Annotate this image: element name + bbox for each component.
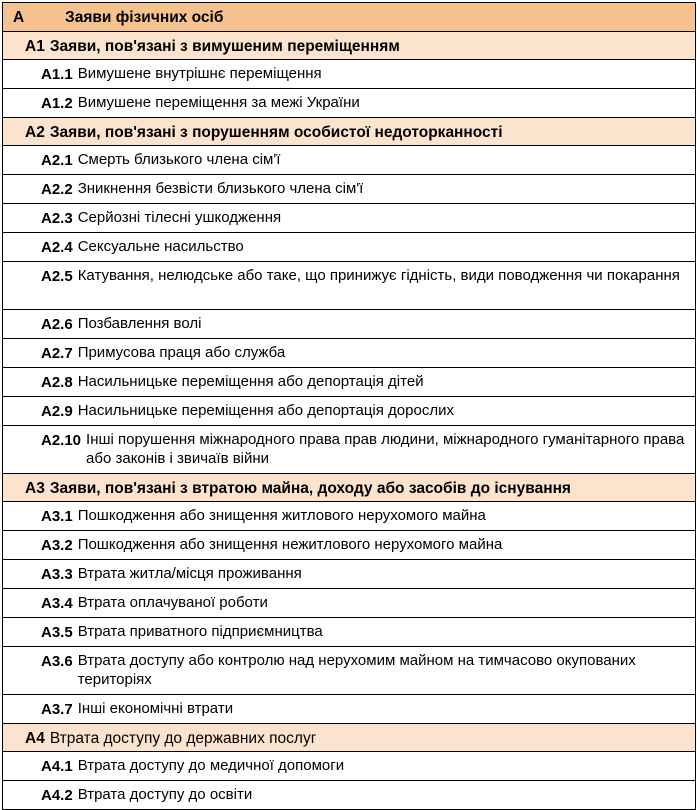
group-title: Заяви, пов'язані з вимушеним переміщенням <box>49 38 400 55</box>
item-title: Зникнення безвісти близького члена сім'ї <box>77 180 364 197</box>
item-title: Втрата оплачуваної роботи <box>77 594 268 611</box>
item-row <box>3 397 695 426</box>
group-code: A3 <box>25 480 45 497</box>
item-title: Серйозні тілесні ушкодження <box>77 209 282 226</box>
group-header-a2 <box>3 118 695 146</box>
item-row <box>3 531 695 560</box>
item-code: A2.2 <box>41 181 73 198</box>
item-row <box>3 618 695 647</box>
item-row <box>3 426 695 474</box>
item-row <box>3 502 695 531</box>
group-header-a3 <box>3 474 695 502</box>
item-code: A3.1 <box>41 508 73 525</box>
item-title: Сексуальне насильство <box>77 238 244 255</box>
item-row <box>3 310 695 339</box>
item-row <box>3 262 695 310</box>
item-title: Позбавлення волі <box>77 315 202 332</box>
item-row <box>3 233 695 262</box>
item-title: Насильницьке переміщення або депортація дітей <box>77 373 424 390</box>
item-code: A2.8 <box>41 374 73 391</box>
item-row <box>3 752 695 781</box>
item-code: A2.3 <box>41 210 73 227</box>
item-title: Смерть близького члена сім'ї <box>77 151 281 168</box>
item-row <box>3 175 695 204</box>
item-title: Втрата доступу або контролю над нерухомим майном на тимчасово окупованих територіях <box>77 652 636 688</box>
item-title: Пошкодження або знищення житлового нерухомого майна <box>77 507 486 524</box>
item-row <box>3 60 695 89</box>
item-row <box>3 146 695 175</box>
item-code: A3.4 <box>41 595 73 612</box>
item-code: A3.6 <box>41 653 73 670</box>
item-title: Вимушене переміщення за межі України <box>77 94 360 111</box>
item-title: Насильницьке переміщення або депортація дорослих <box>77 402 454 419</box>
item-code: A3.3 <box>41 566 73 583</box>
item-code: A2.4 <box>41 239 73 256</box>
section-code: A <box>13 9 25 26</box>
item-row <box>3 589 695 618</box>
item-row <box>3 204 695 233</box>
item-code: A2.5 <box>41 268 73 285</box>
item-row <box>3 368 695 397</box>
item-row <box>3 781 695 810</box>
item-code: A2.10 <box>41 432 82 449</box>
item-row <box>3 89 695 118</box>
item-title: Втрата житла/місця проживання <box>77 565 302 582</box>
group-code: A2 <box>25 124 45 141</box>
item-title: Втрата доступу до медичної допомоги <box>77 757 345 774</box>
item-title: Втрата приватного підприємництва <box>77 623 323 640</box>
group-code: A1 <box>25 38 45 55</box>
group-code: A4 <box>25 730 45 747</box>
item-code: A2.6 <box>41 316 73 333</box>
item-title: Примусова праця або служба <box>77 344 286 361</box>
section-title: Заяви фізичних осіб <box>65 9 224 26</box>
item-code: A1.2 <box>41 95 73 112</box>
group-header-a1 <box>3 32 695 60</box>
item-code: A2.1 <box>41 152 73 169</box>
item-title: Втрата доступу до освіти <box>77 786 253 803</box>
group-title: Втрата доступу до державних послуг <box>49 730 317 747</box>
item-code: A1.1 <box>41 66 73 83</box>
group-title: Заяви, пов'язані з втратою майна, доходу або засобів до існування <box>49 480 571 497</box>
item-code: A3.5 <box>41 624 73 641</box>
item-code: A2.7 <box>41 345 73 362</box>
item-row <box>3 695 695 724</box>
group-header-a4 <box>3 724 695 752</box>
item-title: Катування, нелюдське або таке, що принижує гідність, види поводження чи покарання <box>77 267 680 284</box>
item-title: Пошкодження або знищення нежитлового нерухомого майна <box>77 536 503 553</box>
item-title: Інші порушення міжнародного права прав людини, міжнародного гуманітарного права або законів і звичаїв війни <box>86 431 685 467</box>
item-code: A3.7 <box>41 701 73 718</box>
item-row <box>3 339 695 368</box>
item-row <box>3 647 695 695</box>
item-code: A3.2 <box>41 537 73 554</box>
item-title: Інші економічні втрати <box>77 700 234 717</box>
item-code: A2.9 <box>41 403 73 420</box>
item-row <box>3 560 695 589</box>
item-code: A4.2 <box>41 787 73 804</box>
section-header-row <box>3 3 695 32</box>
item-code: A4.1 <box>41 758 73 775</box>
claims-table <box>2 2 696 810</box>
group-title: Заяви, пов'язані з порушенням особистої недоторканності <box>49 124 503 141</box>
item-title: Вимушене внутрішнє переміщення <box>77 65 322 82</box>
